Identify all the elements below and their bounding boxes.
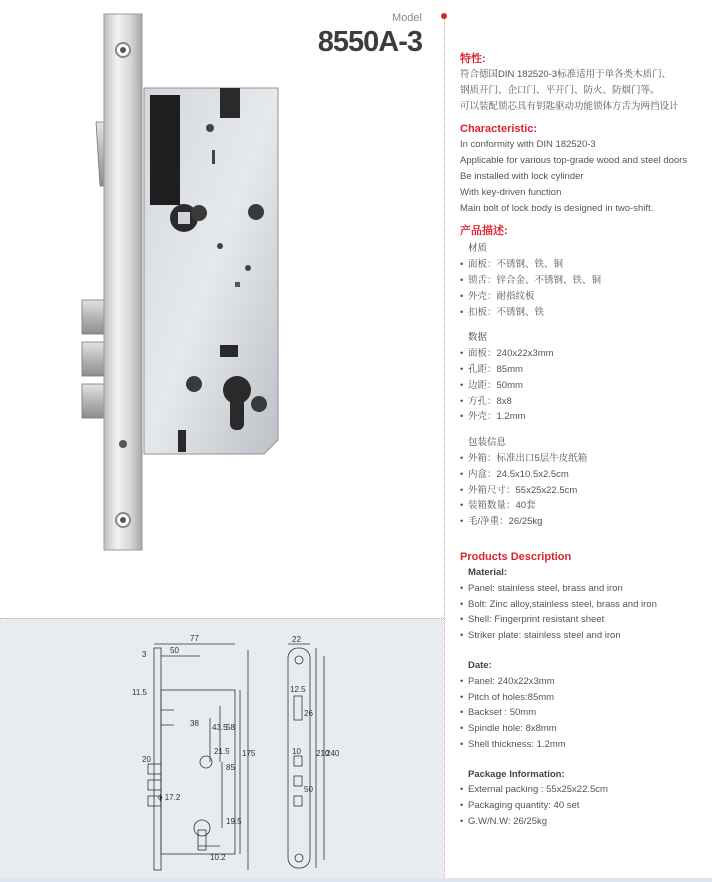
material-en-title: Material: bbox=[468, 566, 508, 578]
features-cn-line-1: 符合德国DIN 182520-3标准适用于单各类木质门、 bbox=[460, 69, 672, 80]
bottom-rule bbox=[0, 878, 712, 882]
list-item: • Panel: stainless steel, brass and iron bbox=[460, 581, 708, 597]
list-item: • 外壳：1.2mm bbox=[460, 409, 708, 425]
list-item: • 内盒：24.5x10.5x2.5cm bbox=[460, 467, 708, 483]
characteristic-line: Applicable for various top-grade wood and steel doors bbox=[460, 155, 688, 167]
list-item: • 外壳：耐指纹板 bbox=[460, 289, 708, 305]
list-item: • G.W/N.W: 26/25kg bbox=[460, 814, 708, 830]
characteristic-line: Main bolt of lock body is designed in two-shift. bbox=[460, 202, 654, 214]
lock-photo bbox=[60, 0, 290, 560]
list-item: • Striker plate: stainless steel and iron bbox=[460, 628, 708, 644]
list-item: • 边距：50mm bbox=[460, 378, 708, 394]
package-cn-title: 包装信息 bbox=[468, 437, 507, 449]
dim-11-5: 11.5 bbox=[132, 688, 147, 697]
list-item: • 扣板：不锈钢、铁 bbox=[460, 305, 708, 321]
desc-en-title: Products Description bbox=[460, 550, 572, 563]
dim-12-5: 12.5 bbox=[290, 685, 306, 694]
dim-17-2: ϕ 17.2 bbox=[158, 793, 181, 802]
dim-20: 20 bbox=[142, 755, 151, 764]
accent-dot bbox=[441, 13, 447, 19]
divider-line bbox=[444, 14, 445, 882]
dim-210: 210 bbox=[316, 749, 330, 758]
list-item: • 锁舌：锌合金、不锈钢、铁、铜 bbox=[460, 273, 708, 289]
drawing-divider bbox=[0, 618, 444, 619]
list-item: • 装箱数量：40套 bbox=[460, 498, 708, 514]
dim-77: 77 bbox=[190, 634, 199, 643]
list-item: • Shell thickness: 1.2mm bbox=[460, 737, 708, 753]
dim-19-5: 19.5 bbox=[226, 817, 242, 826]
data-en-list bbox=[460, 674, 708, 753]
list-item: • 方孔：8x8 bbox=[460, 394, 708, 410]
data-cn-list bbox=[460, 346, 708, 425]
dim-175: 175 bbox=[242, 749, 256, 758]
characteristic-line: Be installed with lock cylinder bbox=[460, 170, 584, 182]
dim-50b: 50 bbox=[304, 785, 313, 794]
model-label: Model bbox=[392, 12, 422, 24]
list-item: • 面板：不锈钢、铁、铜 bbox=[460, 257, 708, 273]
dim-10: 10 bbox=[292, 747, 301, 756]
characteristic-title: Characteristic: bbox=[460, 123, 538, 136]
dim-38: 38 bbox=[190, 719, 199, 728]
package-cn-list bbox=[460, 451, 708, 530]
dim-50: 50 bbox=[170, 646, 179, 655]
dim-58: 58 bbox=[226, 723, 235, 732]
data-cn-title: 数据 bbox=[468, 332, 488, 344]
lock-case bbox=[144, 88, 278, 454]
model-number: 8550A-3 bbox=[317, 26, 422, 58]
package-en-list bbox=[460, 782, 708, 829]
list-item: • Bolt: Zinc alloy,stainless steel, brass and iron bbox=[460, 597, 708, 613]
dim-26: 26 bbox=[304, 709, 313, 718]
package-en-title: Package Information: bbox=[468, 768, 565, 780]
material-cn-title: 材质 bbox=[468, 243, 488, 255]
dim-240: 240 bbox=[326, 749, 340, 758]
list-item: • 面板：240x22x3mm bbox=[460, 346, 708, 362]
characteristic-line: With key-driven function bbox=[460, 186, 562, 198]
list-item: • Pitch of holes:85mm bbox=[460, 690, 708, 706]
features-cn-line-2: 钢质开门、企口门、平开门、防火、防烟门等。 bbox=[460, 84, 660, 96]
features-cn-line-3: 可以装配锁芯具有钥匙驱动功能锁体方舌为两挡设计 bbox=[460, 100, 679, 112]
dim-10-2: 10.2 bbox=[210, 853, 226, 862]
list-item: • 孔距：85mm bbox=[460, 362, 708, 378]
desc-cn-title: 产品描述: bbox=[460, 225, 508, 238]
list-item: • External packing : 55x25x22.5cm bbox=[460, 782, 708, 798]
dim-43-5: 43.5 bbox=[212, 723, 228, 732]
list-item: • Backset : 50mm bbox=[460, 705, 708, 721]
dim-3: 3 bbox=[142, 650, 147, 659]
list-item: • Spindle hole: 8x8mm bbox=[460, 721, 708, 737]
side-view-drawing bbox=[280, 636, 350, 876]
list-item: • 外箱：标准出口5层牛皮纸箱 bbox=[460, 451, 708, 467]
list-item: • Panel: 240x22x3mm bbox=[460, 674, 708, 690]
dim-22: 22 bbox=[292, 636, 301, 644]
list-item: • Packaging quantity: 40 set bbox=[460, 798, 708, 814]
list-item: • 外箱尺寸：55x25x22.5cm bbox=[460, 483, 708, 499]
material-en-list bbox=[460, 581, 708, 644]
spec-column bbox=[460, 50, 708, 830]
dim-21-5: 21.5 bbox=[214, 747, 230, 756]
list-item: • 毛/净重：26/25kg bbox=[460, 514, 708, 530]
material-cn-list bbox=[460, 257, 708, 320]
characteristic-line: In conformity with DIN 182520-3 bbox=[460, 139, 596, 151]
list-item: • Shell: Fingerprint resistant sheet bbox=[460, 612, 708, 628]
data-en-title: Date: bbox=[468, 659, 492, 671]
dim-85: 85 bbox=[226, 763, 235, 772]
features-cn-title: 特性: bbox=[460, 53, 486, 65]
face-plate bbox=[104, 14, 142, 550]
